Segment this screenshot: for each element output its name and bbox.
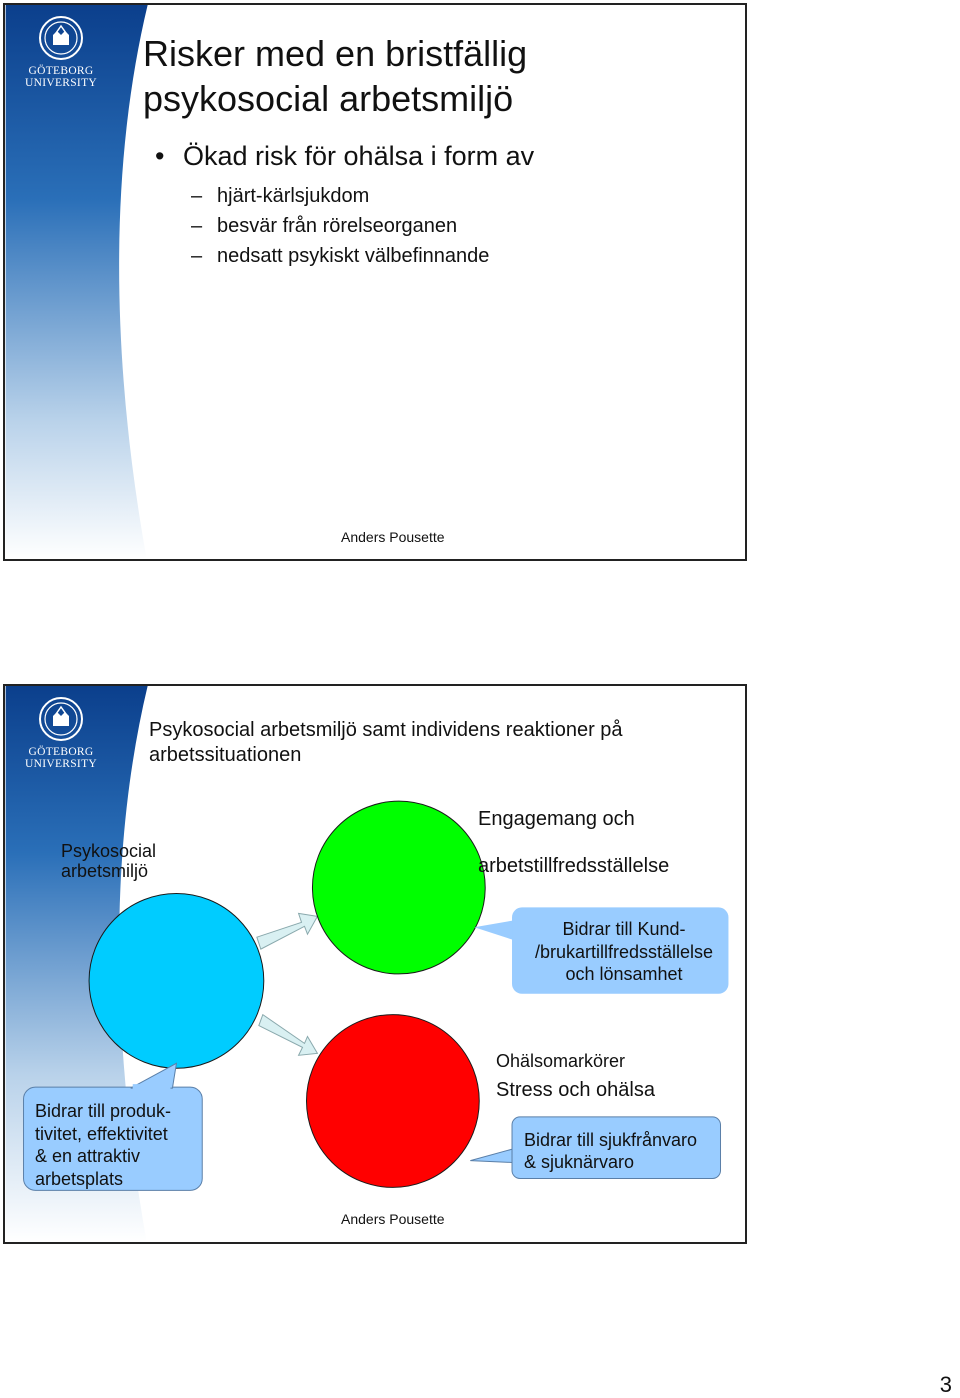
slide-title bbox=[149, 718, 623, 768]
slide-footer: Anders Pousette bbox=[341, 1211, 445, 1227]
callout-red-line-1: Bidrar till sjukfrånvaro bbox=[524, 1130, 698, 1150]
logo-line-2: UNIVERSITY bbox=[25, 77, 97, 89]
psychosocial-label-line-2: arbetsmiljö bbox=[61, 861, 149, 881]
sub-item-text: hjärt-kärlsjukdom bbox=[217, 185, 370, 207]
university-seal-icon bbox=[38, 15, 84, 61]
engagement-label-line-2: arbetstillfredsställelse bbox=[478, 855, 670, 877]
bullet-text: Ökad risk för ohälsa i form av bbox=[183, 141, 535, 171]
arrow-to-red bbox=[259, 1015, 318, 1056]
bullet-dot: • bbox=[155, 141, 165, 171]
slide-footer: Anders Pousette bbox=[341, 529, 445, 545]
logo-line-2: UNIVERSITY bbox=[25, 758, 97, 770]
university-seal-icon bbox=[38, 696, 84, 742]
slide-title-line-1: Risker med en bristfällig bbox=[143, 33, 528, 74]
blue-circle bbox=[89, 894, 264, 1069]
slide-title-line-1: Psykosocial arbetsmiljö samt individens reaktioner på bbox=[149, 719, 623, 741]
callout-green-text bbox=[515, 918, 733, 986]
callout-green-line-2: /brukartillfredsställelse bbox=[534, 941, 714, 962]
arrow-to-green bbox=[257, 913, 318, 949]
slide-1 bbox=[3, 3, 747, 561]
engagement-label-line-1: Engagemang och bbox=[478, 808, 635, 830]
slide-title bbox=[143, 31, 527, 121]
callout-blue-text bbox=[35, 1100, 171, 1190]
callout-green-line-1: Bidrar till Kund- bbox=[562, 919, 686, 939]
callout-blue-line-1: Bidrar till produk- bbox=[35, 1101, 172, 1121]
sub-item bbox=[191, 211, 489, 241]
callout-green-line-3: och lönsamhet bbox=[565, 964, 683, 984]
university-logo bbox=[19, 696, 103, 770]
callout-red-line-2: & sjuknärvaro bbox=[524, 1152, 635, 1172]
slide-title-line-2: arbetssituationen bbox=[149, 744, 302, 766]
stress-label: Stress och ohälsa bbox=[496, 1079, 655, 1101]
logo-text bbox=[19, 746, 103, 770]
slide-title-line-2: psykosocial arbetsmiljö bbox=[143, 78, 514, 119]
psychosocial-label-line-1: Psykosocial bbox=[61, 841, 157, 861]
sub-item-text: besvär från rörelseorganen bbox=[217, 215, 458, 237]
logo-text bbox=[19, 65, 103, 89]
dash-marker: – bbox=[191, 185, 203, 207]
callout-blue-line-3: & en attraktiv bbox=[35, 1146, 141, 1166]
green-circle bbox=[312, 801, 485, 974]
sub-list bbox=[191, 181, 489, 271]
red-circle bbox=[306, 1015, 479, 1188]
bullet-item bbox=[155, 141, 534, 172]
sub-item bbox=[191, 241, 489, 271]
callout-red-text bbox=[524, 1129, 697, 1173]
callout-blue-line-2: tivitet, effektivitet bbox=[35, 1123, 168, 1144]
logo-line-1: GÖTEBORG bbox=[28, 65, 94, 77]
page-number: 3 bbox=[939, 1372, 952, 1397]
university-logo bbox=[19, 15, 103, 89]
psychosocial-label bbox=[61, 841, 156, 881]
callout-blue-line-4: arbetsplats bbox=[35, 1168, 124, 1189]
sub-item bbox=[191, 181, 489, 211]
slide-2 bbox=[3, 684, 747, 1244]
sub-item-text: nedsatt psykiskt välbefinnande bbox=[217, 245, 490, 267]
logo-line-1: GÖTEBORG bbox=[28, 746, 94, 758]
dash-marker: – bbox=[191, 215, 203, 237]
ill-health-markers-label: Ohälsomarkörer bbox=[496, 1051, 626, 1071]
dash-marker: – bbox=[191, 245, 203, 267]
